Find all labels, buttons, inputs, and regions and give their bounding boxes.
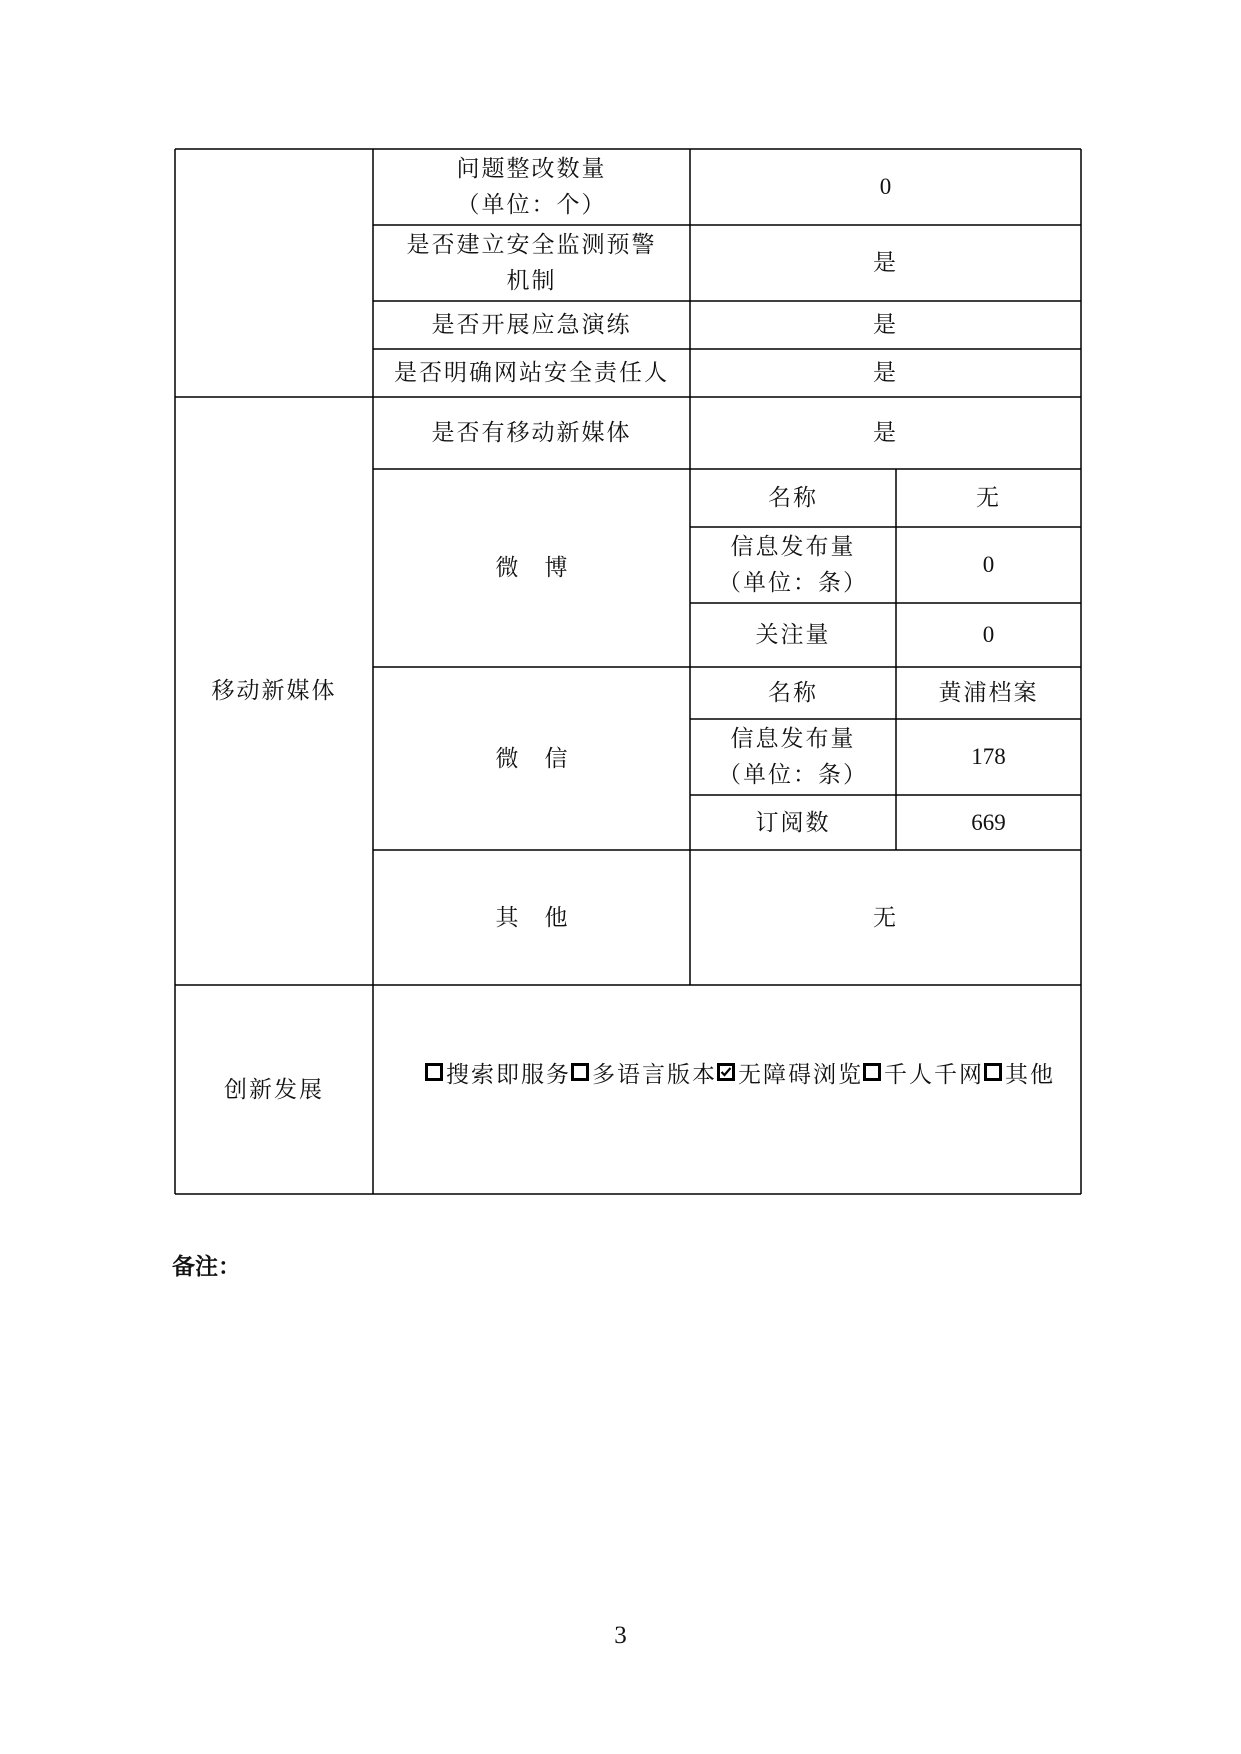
- checkbox-unchecked-icon[interactable]: [863, 1063, 881, 1081]
- checkbox-checked-icon[interactable]: [717, 1063, 735, 1081]
- innovation-category: 创新发展: [224, 1076, 324, 1103]
- wechat-label: 微信: [495, 745, 594, 772]
- security-owner-label: 是否明确网站安全责任人: [394, 360, 669, 386]
- weibo-name-value: 无: [976, 485, 1001, 511]
- checkbox-unchecked-icon[interactable]: [571, 1063, 589, 1081]
- wechat-subscribers-label: 订阅数: [755, 809, 831, 836]
- option-accessible-browsing[interactable]: [717, 1056, 863, 1089]
- other-media-label: 其他: [495, 904, 594, 931]
- rectification-count-value: 0: [879, 174, 892, 199]
- option-label: 搜索即服务: [446, 1061, 571, 1088]
- option-other[interactable]: [984, 1056, 1055, 1089]
- option-personalized[interactable]: [863, 1056, 984, 1089]
- wechat-subscribers-value: 669: [971, 809, 1006, 835]
- page-number: 3: [614, 1622, 627, 1649]
- option-label: 千人千网: [884, 1061, 984, 1088]
- has-mobile-media-label: 是否有移动新媒体: [431, 420, 632, 446]
- weibo-followers-label: 关注量: [755, 622, 831, 648]
- has-mobile-media-value: 是: [873, 420, 898, 446]
- wechat-posts-label: 信息发布量 （单位：条）: [718, 726, 868, 788]
- rectification-count-label: 问题整改数量 （单位：个）: [456, 156, 607, 218]
- weibo-followers-value: 0: [982, 622, 995, 647]
- checkbox-unchecked-icon[interactable]: [984, 1063, 1002, 1081]
- emergency-drill-value: 是: [873, 312, 898, 338]
- option-label: 其他: [1005, 1061, 1055, 1088]
- option-search-as-service[interactable]: [425, 1056, 571, 1089]
- weibo-posts-label: 信息发布量 （单位：条）: [718, 534, 868, 596]
- option-label: 多语言版本: [592, 1061, 717, 1088]
- option-multilingual[interactable]: [571, 1056, 717, 1089]
- innovation-options: [425, 1054, 1055, 1090]
- remarks-label: 备注：: [172, 1254, 241, 1280]
- emergency-drill-label: 是否开展应急演练: [431, 312, 632, 338]
- weibo-label: 微博: [495, 555, 594, 581]
- wechat-posts-value: 178: [971, 744, 1006, 769]
- security-owner-value: 是: [873, 360, 898, 386]
- checkbox-unchecked-icon[interactable]: [425, 1063, 443, 1081]
- weibo-name-label: 名称: [768, 485, 818, 511]
- other-media-value: 无: [873, 904, 898, 931]
- weibo-posts-value: 0: [982, 552, 995, 577]
- monitoring-mechanism-label: 是否建立安全监测预警 机制: [406, 232, 657, 294]
- monitoring-mechanism-value: 是: [873, 250, 898, 276]
- wechat-name-value: 黄浦档案: [938, 680, 1039, 706]
- wechat-name-label: 名称: [768, 680, 818, 706]
- mobile-media-category: 移动新媒体: [211, 678, 337, 704]
- option-label: 无障碍浏览: [738, 1061, 863, 1088]
